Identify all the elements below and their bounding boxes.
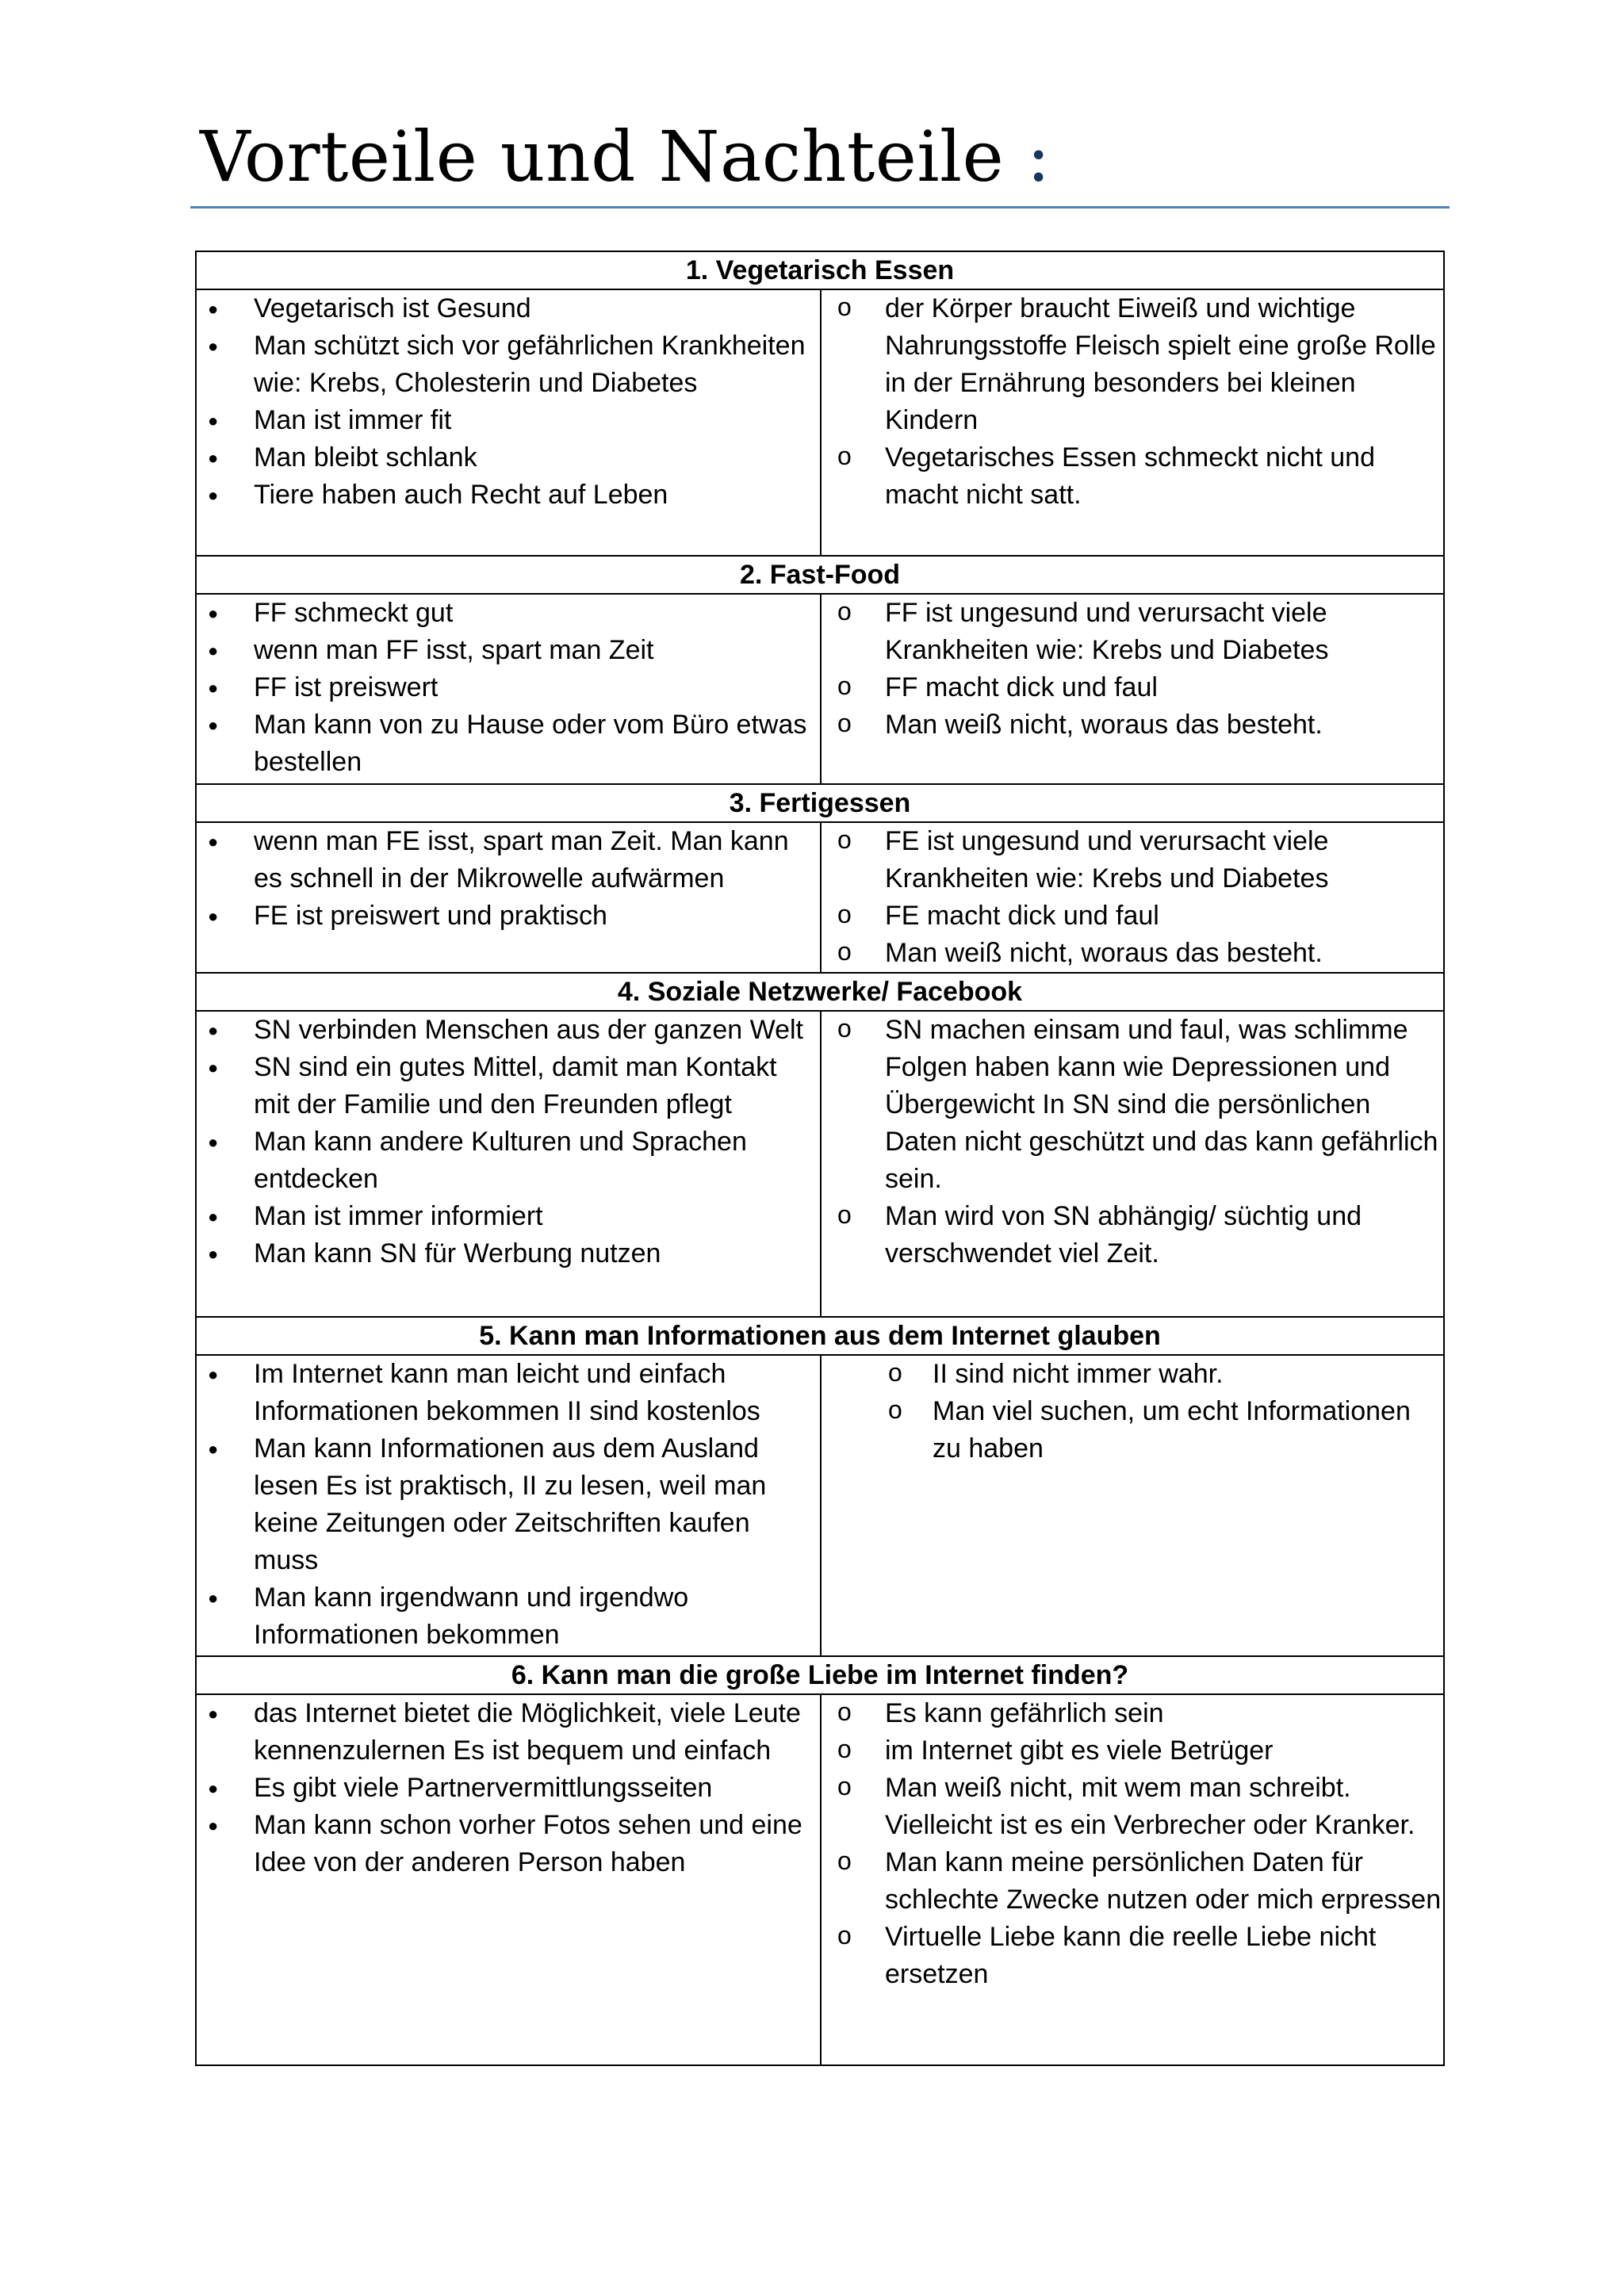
pros-list [197,595,820,781]
list-item: ● Man kann Informationen aus dem Ausland lesen Es ist praktisch, II zu lesen, weil man keine Zeitungen oder Zeitschriften kaufen muss [197,1430,820,1579]
list-item: ● Es gibt viele Partnervermittlungsseiten [197,1770,820,1807]
list-item: ● wenn man FE isst, spart man Zeit. Man kann es schnell in der Mikrowelle aufwärmen [197,823,820,897]
list-item: o II sind nicht immer wahr. [822,1356,1443,1393]
section-heading: 5. Kann man Informationen aus dem Internet glauben [196,1317,1444,1355]
list-item: o FE ist ungesund und verursacht viele Krankheiten wie: Krebs und Diabetes [822,823,1443,897]
section-heading-row [196,784,1444,822]
pros-list [197,1356,820,1654]
list-item: o SN machen einsam und faul, was schlimme Folgen haben kann wie Depressionen und Übergewicht In SN sind die persönlichen Daten nicht geschützt und das kann gefährlich sein. [822,1012,1443,1198]
section-heading: 3. Fertigessen [196,784,1444,822]
cons-list [822,1356,1443,1468]
section-heading-row [196,1317,1444,1355]
list-item: ● Man schützt sich vor gefährlichen Krankheiten wie: Krebs, Cholesterin und Diabetes [197,327,820,402]
page-title-colon: : [1026,116,1051,197]
pros-column [196,1355,821,1656]
section-heading-row [196,1656,1444,1694]
list-item: o Man wird von SN abhängig/ süchtig und verschwendet viel Zeit. [822,1198,1443,1272]
list-item: ● FE ist preiswert und praktisch [197,897,820,935]
pros-list [197,290,820,514]
pros-column [196,1011,821,1317]
section-content-row [196,1694,1444,2065]
list-item: ● Man ist immer informiert [197,1198,820,1235]
section-heading: 2. Fast-Food [196,556,1444,594]
list-item: ● Man ist immer fit [197,402,820,439]
list-item: o Vegetarisches Essen schmeckt nicht und macht nicht satt. [822,439,1443,514]
cons-list [822,1012,1443,1272]
list-item: o Man kann meine persönlichen Daten für schlechte Zwecke nutzen oder mich erpressen [822,1844,1443,1919]
section-heading-row [196,251,1444,289]
list-item: ● Man kann andere Kulturen und Sprachen entdecken [197,1123,820,1198]
pros-column [196,822,821,973]
list-item: o im Internet gibt es viele Betrüger [822,1732,1443,1770]
page-title-text: Vorteile und Nachteile [200,116,1005,197]
list-item: ● FF schmeckt gut [197,595,820,632]
pros-list [197,1012,820,1272]
section-content-row [196,594,1444,784]
pros-column [196,1694,821,2065]
cons-list [822,1695,1443,1993]
section-content-row [196,822,1444,973]
list-item: ● Vegetarisch ist Gesund [197,290,820,327]
pros-column [196,594,821,784]
list-item: ● SN sind ein gutes Mittel, damit man Kontakt mit der Familie und den Freunden pflegt [197,1049,820,1123]
section-heading: 4. Soziale Netzwerke/ Facebook [196,973,1444,1011]
page-title [200,109,1051,205]
pros-list [197,1695,820,1881]
title-underline [190,206,1450,209]
section-heading: 6. Kann man die große Liebe im Internet finden? [196,1656,1444,1694]
cons-column [821,594,1444,784]
pros-column [196,289,821,556]
cons-list [822,823,1443,972]
list-item: ● SN verbinden Menschen aus der ganzen Welt [197,1012,820,1049]
list-item: o Virtuelle Liebe kann die reelle Liebe nicht ersetzen [822,1919,1443,1993]
list-item: o FF macht dick und faul [822,669,1443,706]
list-item: o FE macht dick und faul [822,897,1443,935]
list-item: ● wenn man FF isst, spart man Zeit [197,632,820,669]
section-content-row [196,1011,1444,1317]
list-item: o Es kann gefährlich sein [822,1695,1443,1732]
list-item: o Man viel suchen, um echt Informationen zu haben [822,1393,1443,1468]
list-item: ● Im Internet kann man leicht und einfach Informationen bekommen II sind kostenlos [197,1356,820,1430]
cons-column [821,1694,1444,2065]
cons-column [821,289,1444,556]
cons-list [822,595,1443,744]
pros-list [197,823,820,935]
section-content-row [196,289,1444,556]
list-item: ● das Internet bietet die Möglichkeit, viele Leute kennenzulernen Es ist bequem und einfach [197,1695,820,1770]
list-item: ● Man kann SN für Werbung nutzen [197,1235,820,1272]
list-item: ● Man kann schon vorher Fotos sehen und eine Idee von der anderen Person haben [197,1807,820,1881]
cons-column [821,1011,1444,1317]
list-item: o der Körper braucht Eiweiß und wichtige Nahrungsstoffe Fleisch spielt eine große Rolle in der Ernährung besonders bei kleinen Kindern [822,290,1443,439]
section-content-row [196,1355,1444,1656]
section-heading-row [196,556,1444,594]
cons-column [821,822,1444,973]
section-heading: 1. Vegetarisch Essen [196,251,1444,289]
list-item: o Man weiß nicht, woraus das besteht. [822,935,1443,972]
list-item: ● Tiere haben auch Recht auf Leben [197,476,820,514]
list-item: o FF ist ungesund und verursacht viele Krankheiten wie: Krebs und Diabetes [822,595,1443,669]
cons-list [822,290,1443,514]
list-item: ● Man kann irgendwann und irgendwo Informationen bekommen [197,1579,820,1654]
list-item: ● FF ist preiswert [197,669,820,706]
cons-column [821,1355,1444,1656]
pros-cons-table [195,251,1445,2066]
list-item: o Man weiß nicht, woraus das besteht. [822,706,1443,744]
list-item: o Man weiß nicht, mit wem man schreibt. Vielleicht ist es ein Verbrecher oder Kranker. [822,1770,1443,1844]
section-heading-row [196,973,1444,1011]
list-item: ● Man kann von zu Hause oder vom Büro etwas bestellen [197,706,820,781]
list-item: ● Man bleibt schlank [197,439,820,476]
